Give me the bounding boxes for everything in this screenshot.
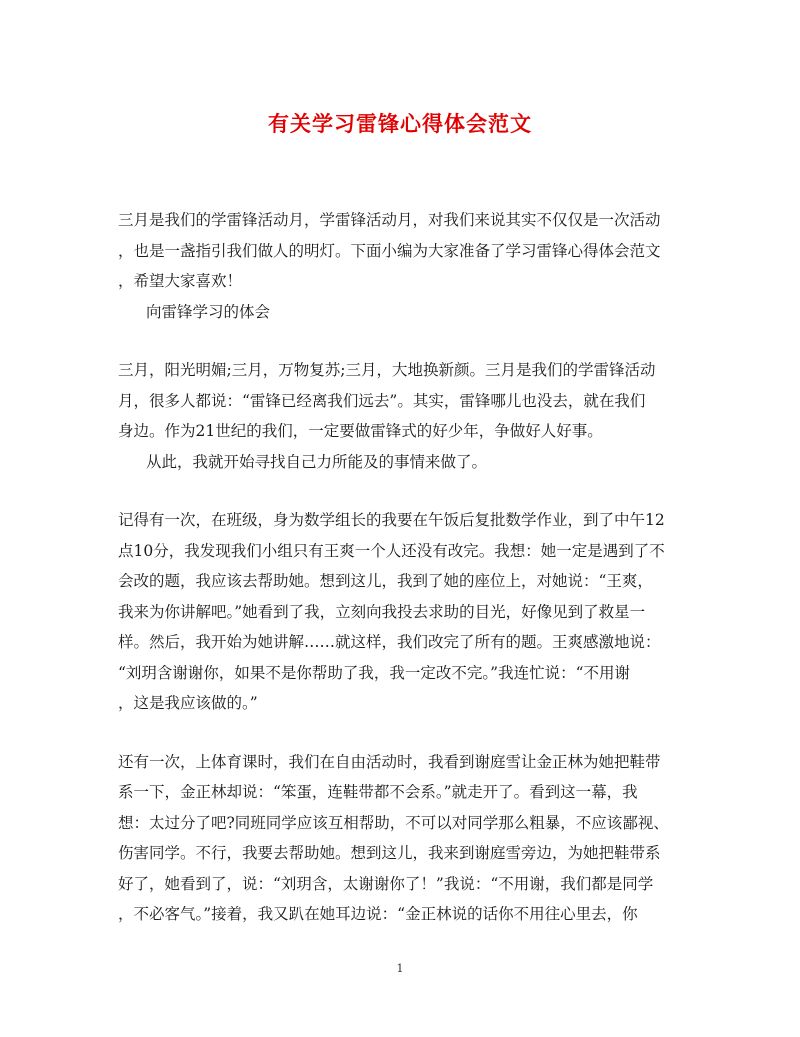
section-heading: 向雷锋学习的体会 — [146, 302, 271, 321]
text-line: 从此，我就开始寻找自己力所能及的事情来做了。 — [146, 452, 488, 471]
text-line: ，希望大家喜欢！ — [118, 272, 243, 290]
text-line: 月，很多人都说：“雷锋已经离我们远去”。其实，雷锋哪儿也没去，就在我们 — [118, 391, 646, 410]
text-line: 记得有一次，在班级，身为数学组长的我要在午饭后复批数学作业，到了中午12 — [118, 511, 665, 529]
text-line: 还有一次，上体育课时，我们在自由活动时，我看到谢庭雪让金正林为她把鞋带 — [118, 752, 661, 771]
paragraph-spacer — [118, 719, 678, 747]
text-line: 会改的题，我应该去帮助她。想到这儿，我到了她的座位上，对她说：“王爽， — [118, 572, 653, 590]
text-line: 我来为你讲解吧。”她看到了我，立刻向我投去求助的目光，好像见到了救星一 — [118, 602, 646, 621]
text-line: 伤害同学。不行，我要去帮助她。想到这儿，我来到谢庭雪旁边，为她把鞋带系 — [118, 844, 661, 862]
text-line: 好了，她看到了，说：“刘玥含，太谢谢你了！”我说：“不用谢，我们都是同学 — [118, 874, 654, 893]
paragraph-intro — [118, 205, 678, 297]
text-line: 样。然后，我开始为她讲解……就这样，我们改完了所有的题。王爽感激地说： — [118, 633, 661, 651]
text-line: ，不必客气。”接着，我又趴在她耳边说：“金正林说的话你不用往心里去，你 — [118, 905, 638, 923]
text-line: 想：太过分了吧?同班同学应该互相帮助，不可以对同学那么粗暴，不应该鄙视、 — [118, 813, 669, 832]
paragraph-subheading — [118, 297, 678, 328]
page-number: 1 — [396, 962, 404, 975]
text-line: 身边。作为21世纪的我们，一定要做雷锋式的好少年，争做好人好事。 — [118, 422, 603, 440]
text-line: “刘玥含谢谢你，如果不是你帮助了我，我一定改不完。”我连忙说：“不用谢 — [118, 663, 631, 682]
document-title: 有关学习雷锋心得体会范文 — [268, 111, 532, 136]
paragraph-pe-story — [118, 747, 678, 930]
text-line: 点10分，我发现我们小组只有王爽一个人还没有改完。我想：她一定是遇到了不 — [118, 541, 665, 560]
document-body — [118, 205, 678, 930]
paragraph-math-story — [118, 505, 678, 719]
paragraph-start — [118, 447, 678, 478]
text-line: ，也是一盏指引我们做人的明灯。下面小编为大家准备了学习雷锋心得体会范文 — [118, 241, 661, 260]
paragraph-spacer — [118, 327, 678, 355]
text-line: 三月，阳光明媚;三月，万物复苏;三月，大地换新颜。三月是我们的学雷锋活动 — [118, 361, 656, 379]
text-line: ，这是我应该做的。” — [118, 694, 258, 712]
text-line: 系一下，金正林却说：“笨蛋，连鞋带都不会系。”就走开了。看到这一幕，我 — [118, 783, 638, 801]
paragraph-march — [118, 355, 678, 447]
paragraph-spacer — [118, 477, 678, 505]
text-line: 三月是我们的学雷锋活动月，学雷锋活动月，对我们来说其实不仅仅是一次活动 — [118, 211, 661, 229]
